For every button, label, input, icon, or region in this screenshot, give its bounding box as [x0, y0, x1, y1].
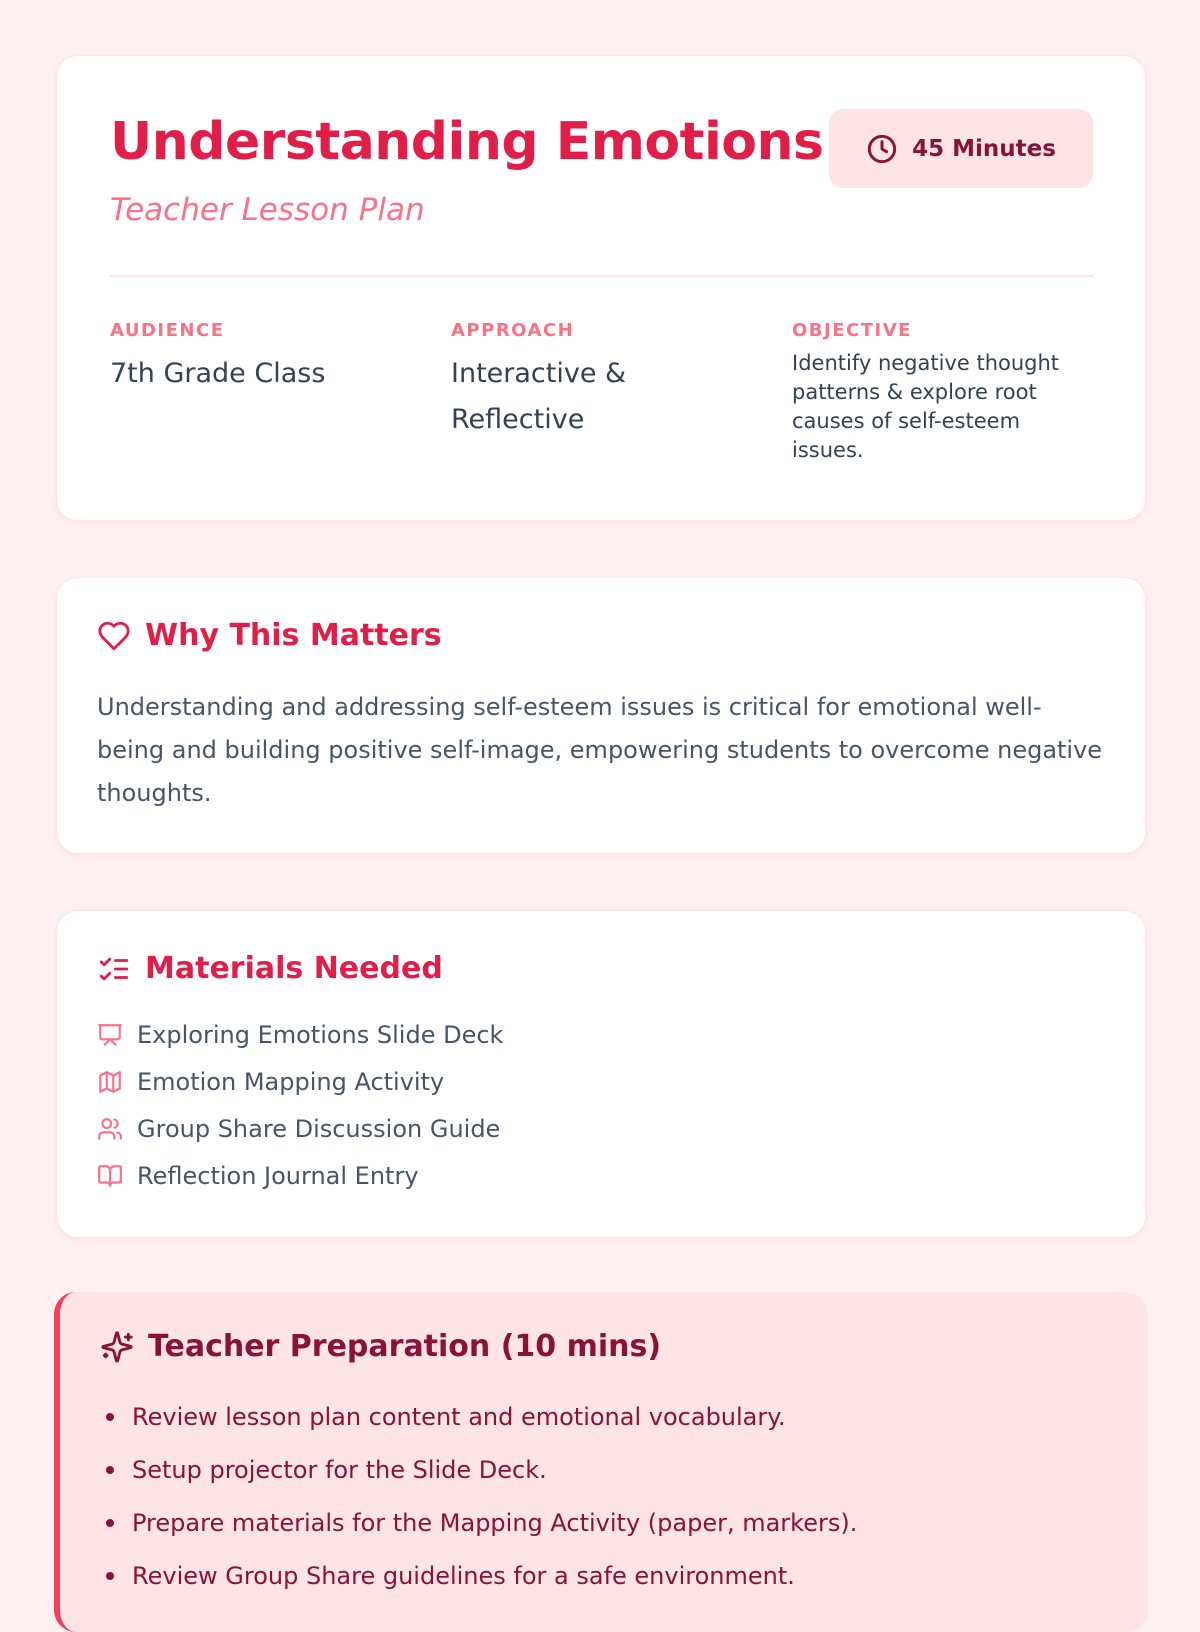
prep-list	[106, 1390, 857, 1602]
prep-item	[106, 1496, 857, 1549]
why-section-title: Why This Matters	[145, 618, 442, 653]
why-section-heading	[97, 618, 442, 653]
prep-section-heading	[100, 1329, 661, 1364]
heart-icon	[97, 619, 131, 653]
presentation-icon	[97, 1022, 123, 1048]
sparkles-icon	[100, 1330, 134, 1364]
prep-item	[106, 1443, 857, 1496]
bullet-icon	[106, 1519, 114, 1527]
clock-icon	[866, 133, 898, 165]
meta-objective-value: Identify negative thought patterns & explore root causes of self-esteem issues.	[792, 351, 1060, 462]
prep-item	[106, 1549, 857, 1602]
duration-text: 45 Minutes	[912, 135, 1056, 162]
material-item-label: Reflection Journal Entry	[137, 1161, 419, 1190]
teacher-preparation-card	[54, 1292, 1148, 1632]
meta-approach-label: APPROACH	[451, 320, 575, 341]
why-this-matters-card	[56, 577, 1146, 854]
materials-list	[97, 1011, 503, 1199]
material-item-label: Group Share Discussion Guide	[137, 1114, 501, 1143]
prep-item-text: Setup projector for the Slide Deck.	[132, 1455, 547, 1484]
meta-approach-value-line1: Interactive &	[451, 358, 627, 389]
prep-item-text: Review lesson plan content and emotional vocabulary.	[132, 1402, 786, 1431]
meta-approach	[451, 320, 701, 443]
bullet-icon	[106, 1413, 114, 1421]
meta-audience-value: 7th Grade Class	[110, 358, 326, 389]
prep-section-title: Teacher Preparation (10 mins)	[148, 1329, 662, 1364]
prep-item-text: Prepare materials for the Mapping Activity (paper, markers).	[132, 1508, 858, 1537]
materials-section-title: Materials Needed	[145, 951, 443, 986]
meta-approach-value	[451, 351, 701, 443]
meta-audience-label: AUDIENCE	[110, 320, 225, 341]
duration-badge	[829, 109, 1093, 188]
material-item	[97, 1152, 503, 1199]
material-item	[97, 1105, 503, 1152]
materials-card	[56, 910, 1146, 1238]
material-item-label: Emotion Mapping Activity	[137, 1067, 445, 1096]
checklist-icon	[97, 952, 131, 986]
map-icon	[97, 1069, 123, 1095]
users-icon	[97, 1116, 123, 1142]
book-icon	[97, 1163, 123, 1189]
meta-objective	[792, 320, 1082, 465]
page-title: Understanding Emotions	[110, 112, 824, 172]
material-item	[97, 1011, 503, 1058]
meta-approach-value-line2: Reflective	[451, 404, 585, 435]
prep-item-text: Review Group Share guidelines for a safe environment.	[132, 1561, 795, 1590]
material-item	[97, 1058, 503, 1105]
material-item-label: Exploring Emotions Slide Deck	[137, 1020, 504, 1049]
prep-item	[106, 1390, 857, 1443]
materials-section-heading	[97, 951, 443, 986]
lesson-header-card	[56, 55, 1146, 521]
bullet-icon	[106, 1572, 114, 1580]
why-section-body: Understanding and addressing self-esteem issues is critical for emotional well-being and building positive self-image, empowering students to overcome negative thoughts.	[97, 693, 1103, 807]
header-divider	[110, 275, 1093, 277]
page-subtitle: Teacher Lesson Plan	[110, 192, 425, 228]
meta-audience	[110, 320, 410, 397]
bullet-icon	[106, 1466, 114, 1474]
meta-objective-label: OBJECTIVE	[792, 320, 912, 341]
